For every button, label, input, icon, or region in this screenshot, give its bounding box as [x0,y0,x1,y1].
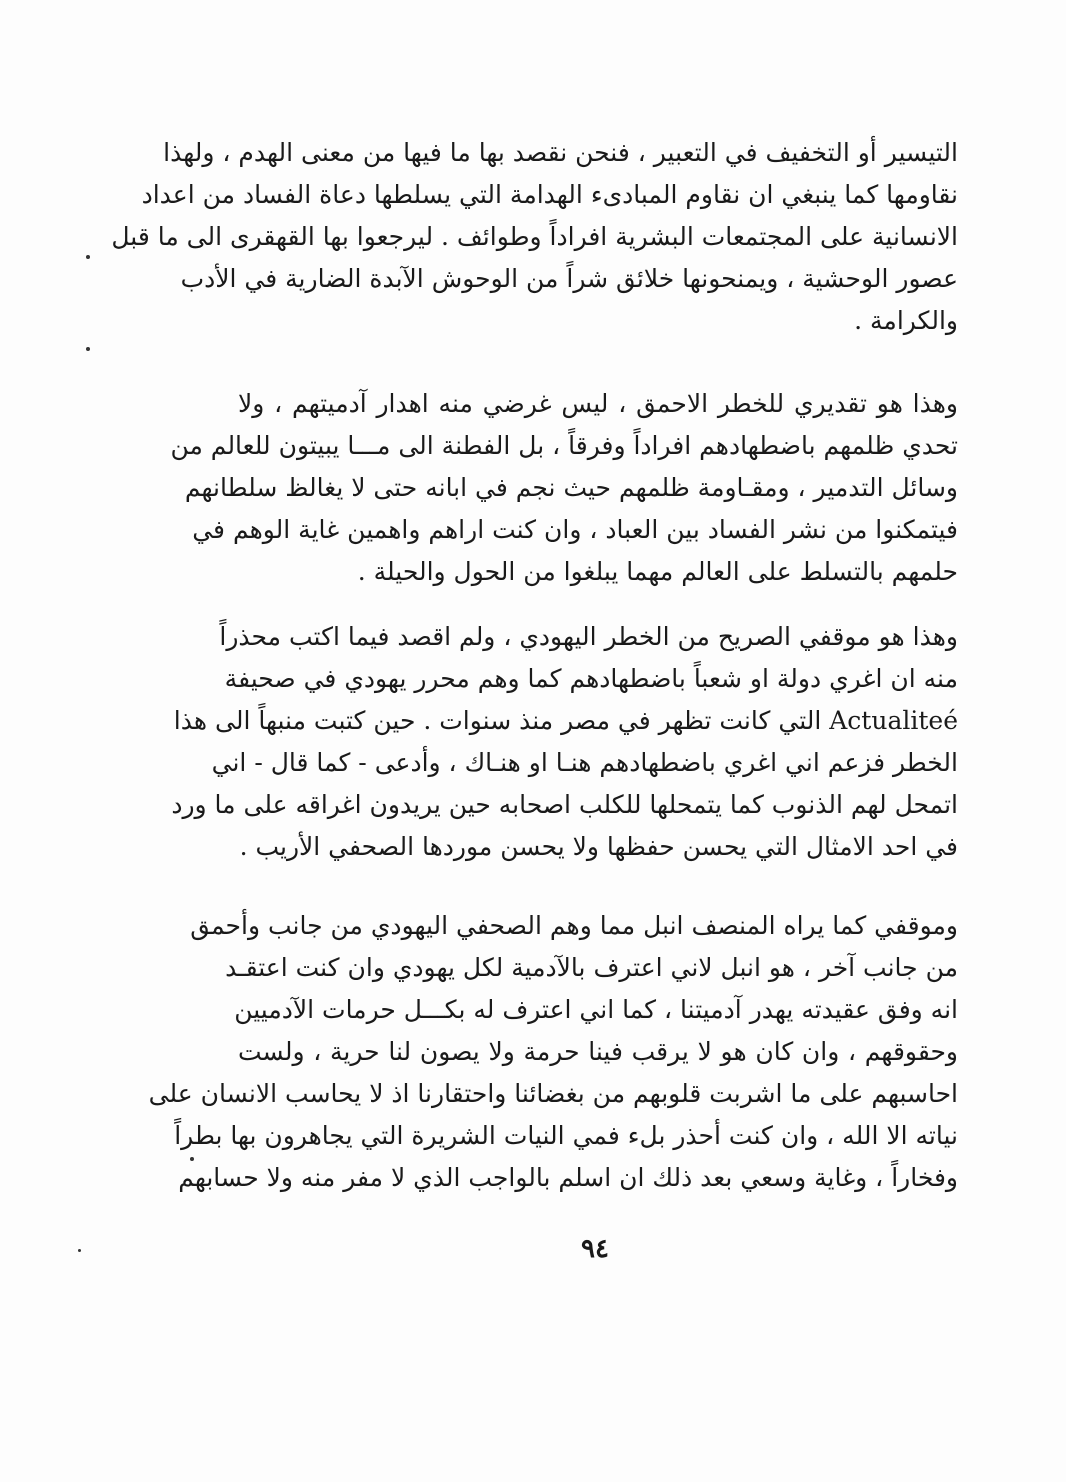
text-line: الخطر فزعم اني اغري باضطهادهم هنـا او هنـاك ، وأدعى - كما قال - اني [211,748,958,777]
text-line: وحقوقهم ، وان كان هو لا يرقب فينا حرمة ولا يصون لنا حرية ، ولست [238,1037,958,1066]
paragraph-2 [170,383,958,593]
scan-speck [190,1157,194,1161]
text-line: اتمحل لهم الذنوب كما يتمحلها للكلب اصحابه حين يريدون اغراقه على ما ورد [171,790,958,819]
text-line: الانسانية على المجتمعات البشرية افراداً وطوائف . ليرجعوا بها القهقرى الى ما قبل [111,222,958,251]
text-line: التيسير أو التخفيف في التعبير ، فنحن نقصد بها ما فيها من معنى الهدم ، ولهذا [163,138,958,167]
text-line: حلمهم بالتسلط على العالم مهما يبلغوا من الحول والحيلة . [357,557,958,586]
text-line: عصور الوحشية ، ويمنحونها خلائق شراً من الوحوش الآبدة الضارية في الأدب [180,264,958,293]
text-line: وهذا هو تقديري للخطر الاحمق ، ليس غرضي منه اهدار آدميتهم ، ولا [238,389,958,418]
page-number: ٩٤ [581,1234,609,1264]
scan-speck [78,1249,81,1252]
text-line: وهذا هو موقفي الصريح من الخطر اليهودي ، ولم اقصد فيما اكتب محذراً [219,622,958,651]
text-line: منه ان اغري دولة او شعباً باضطهادهم كما وهم محرر يهودي في صحيفة [224,664,958,693]
text-line: نقاومها كما ينبغي ان نقاوم المبادىء الهدامة التي يسلطها دعاة الفساد من اعداد [141,180,958,209]
scan-speck [86,347,90,351]
text-line: تحدي ظلمهم باضطهادهم افراداً وفرقاً ، بل الفطنة الى مـــا يبيتون للعالم من [170,431,958,460]
text-line: وفخاراً ، وغاية وسعي بعد ذلك ان اسلم بالواجب الذي لا مفر منه ولا حسابهم [178,1163,958,1192]
text-line: انه وفق عقيدته يهدر آدميتنا ، كما اني اعترف له بكـــل حرمات الآدميين [234,995,958,1024]
scan-speck [86,255,90,259]
text-line: Actualiteé التي كانت تظهر في مصر منذ سنوات . حين كتبت منبهاً الى هذا [173,706,958,735]
text-line: نياته الا الله ، وان كنت أحذر بلء فمي النيات الشريرة التي يجاهرون بها بطراً [174,1121,958,1150]
text-line: وموقفي كما يراه المنصف انبل مما وهم الصحفي اليهودي من جانب وأحمق [190,911,958,940]
text-line: فيتمكنوا من نشر الفساد بين العباد ، وان كنت اراهم واهمين غاية الوهم في [192,515,958,544]
paragraph-1 [111,132,958,342]
text-line: احاسبهم على ما اشربت قلوبهم من بغضائنا واحتقارنا اذ لا يحاسب الانسان على [148,1079,958,1108]
text-line: في احد الامثال التي يحسن حفظها ولا يحسن موردها الصحفي الأريب . [239,832,958,861]
text-line: والكرامة . [854,306,958,335]
paragraph-4 [148,905,958,1199]
text-line: وسائل التدمير ، ومقـاومة ظلمهم حيث نجم في ابانه حتى لا يغالظ سلطانهم [184,473,958,502]
paragraph-3 [171,616,958,868]
text-line: من جانب آخر ، هو انبل لاني اعترف بالآدمية لكل يهودي وان كنت اعتقـد [225,953,958,982]
